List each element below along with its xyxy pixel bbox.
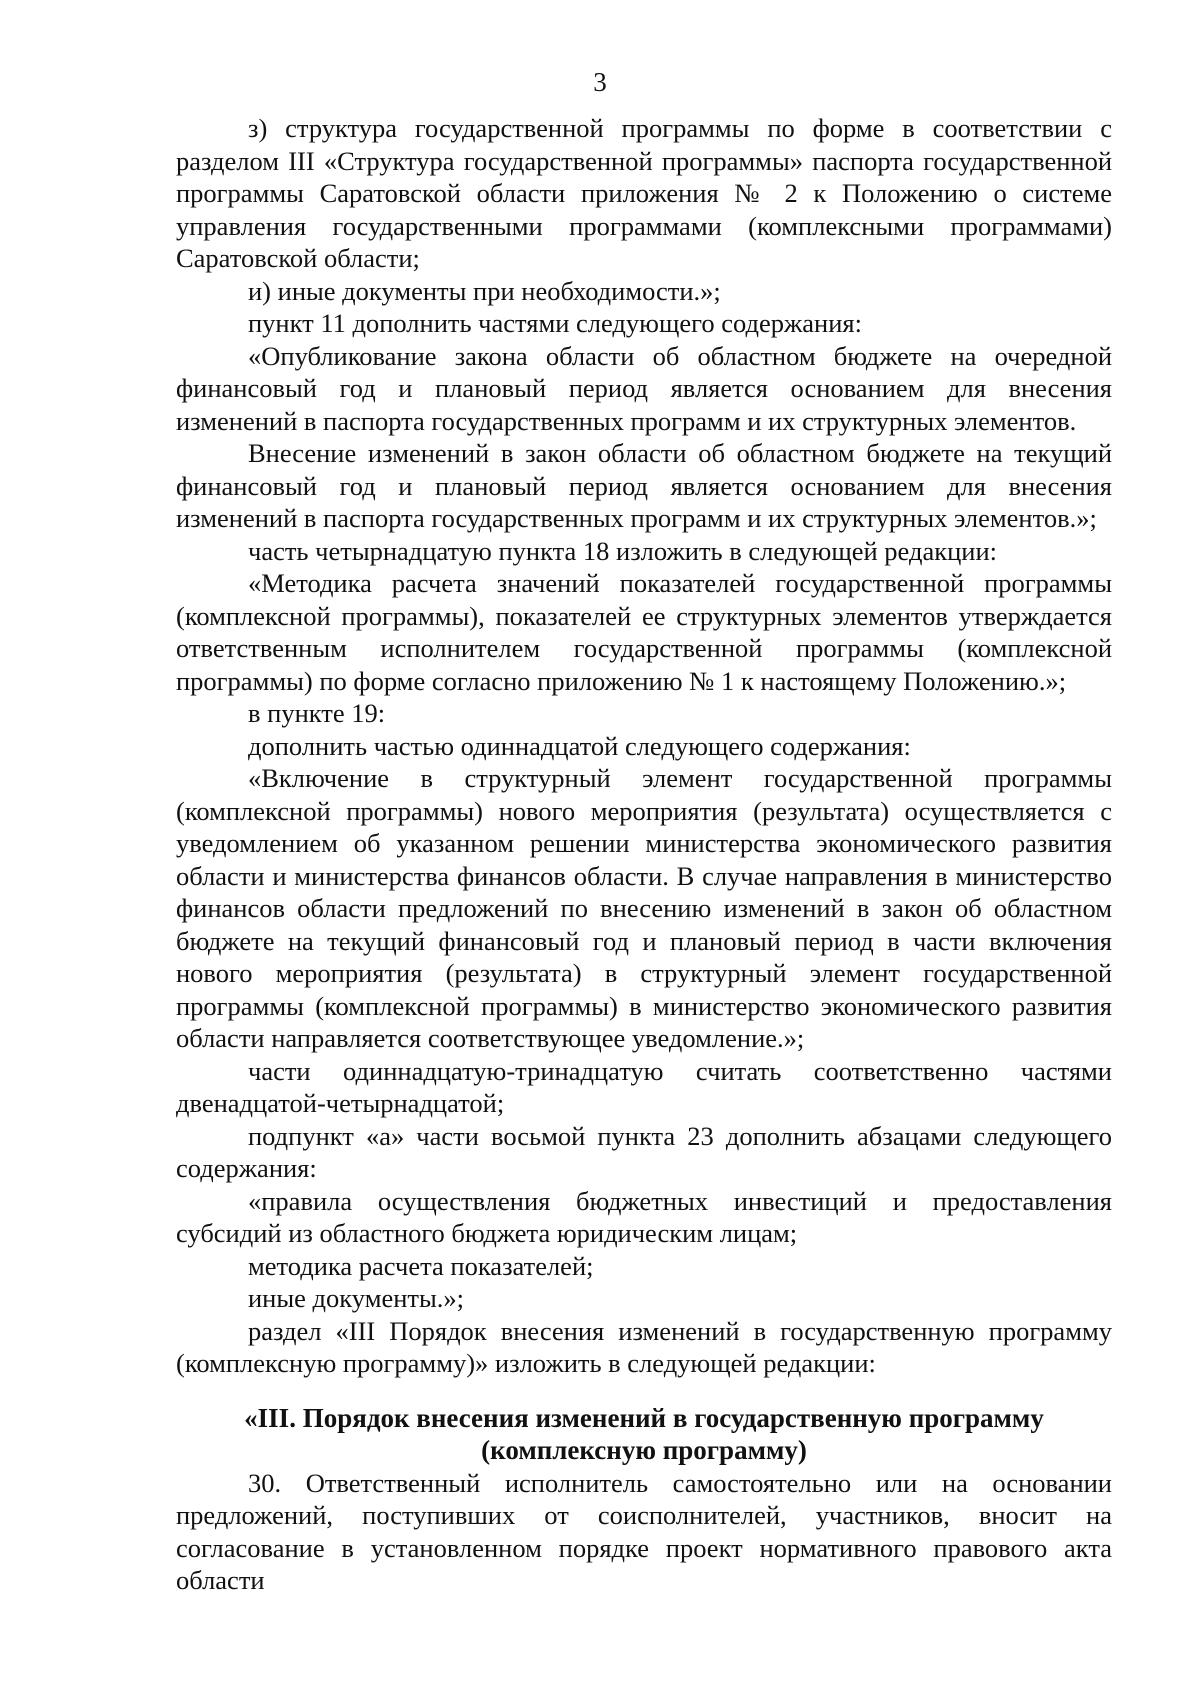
- paragraph: и) иные документы при необходимости.»;: [248, 275, 721, 306]
- paragraph-item-30: 30. Ответственный исполнитель самостоятельно или на основании предложений, поступивших от соисполнителей, участников, вносит на согласование в установленном порядке проект нормативного правового акта области: [176, 1467, 1112, 1595]
- paragraph: подпункт «а» части восьмой пункта 23 дополнить абзацами следующего содержания:: [176, 1120, 1112, 1183]
- paragraph: Внесение изменений в закон области об областном бюджете на текущий финансовый год и плановый период является основанием для внесения изменений в паспорта государственных программ и их структурных элементов.»;: [176, 438, 1112, 533]
- document-body: [176, 112, 1112, 1597]
- paragraph: «Опубликование закона области об областном бюджете на очередной финансовый год и плановый период является основанием для внесения изменений в паспорта государственных программ и их структурных элементов.: [176, 340, 1112, 436]
- section-heading-line-2: (комплексную программу): [481, 1435, 807, 1465]
- paragraph: «Включение в структурный элемент государственной программы (комплексной программы) нового мероприятия (результата) осуществляется с уведомлением об указанном решении министерства экономического развития области и министерства финансов области. В случае направления в министерство финансов области предложений по внесению изменений в закон об областном бюджете на текущий финансовый год и плановый период в части включения нового мероприятия (результата) в структурный элемент государственной программы (комплексной программы) в министерство экономического развития области направляется соответствующее уведомление.»;: [176, 763, 1112, 1053]
- section-heading-line-1: «III. Порядок внесения изменений в государственную программу: [244, 1402, 1044, 1433]
- paragraph: методика расчета показателей;: [248, 1250, 594, 1281]
- paragraph: части одиннадцатую-тринадцатую считать соответственно частями двенадцатой-четырнадцатой;: [176, 1055, 1112, 1118]
- paragraph: «правила осуществления бюджетных инвестиций и предоставления субсидий из областного бюджета юридическим лицам;: [176, 1185, 1112, 1248]
- paragraph: иные документы.»;: [248, 1283, 465, 1313]
- page-number: 3: [593, 67, 607, 97]
- paragraph: з) структура государственной программы по форме в соответствии с разделом III «Структура государственной программы» паспорта государственной программы Саратовской области приложения № 2 к Положению о системе управления государственными программами (комплексными программами) Саратовской области;: [176, 113, 1112, 273]
- section-heading: [176, 1402, 1112, 1467]
- paragraph: часть четырнадцатую пункта 18 изложить в следующей редакции:: [248, 535, 997, 566]
- paragraph: раздел «III Порядок внесения изменений в государственную программу (комплексную программу)» изложить в следующей редакции:: [176, 1315, 1112, 1378]
- paragraph: пункт 11 дополнить частями следующего содержания:: [248, 308, 862, 338]
- paragraph: «Методика расчета значений показателей государственной программы (комплексной программы), показателей ее структурных элементов утверждается ответственным исполнителем государственной программы (комплексной программы) по форме согласно приложению № 1 к настоящему Положению.»;: [176, 568, 1112, 696]
- paragraph: дополнить частью одиннадцатой следующего содержания:: [248, 730, 911, 761]
- paragraph: в пункте 19:: [248, 698, 386, 728]
